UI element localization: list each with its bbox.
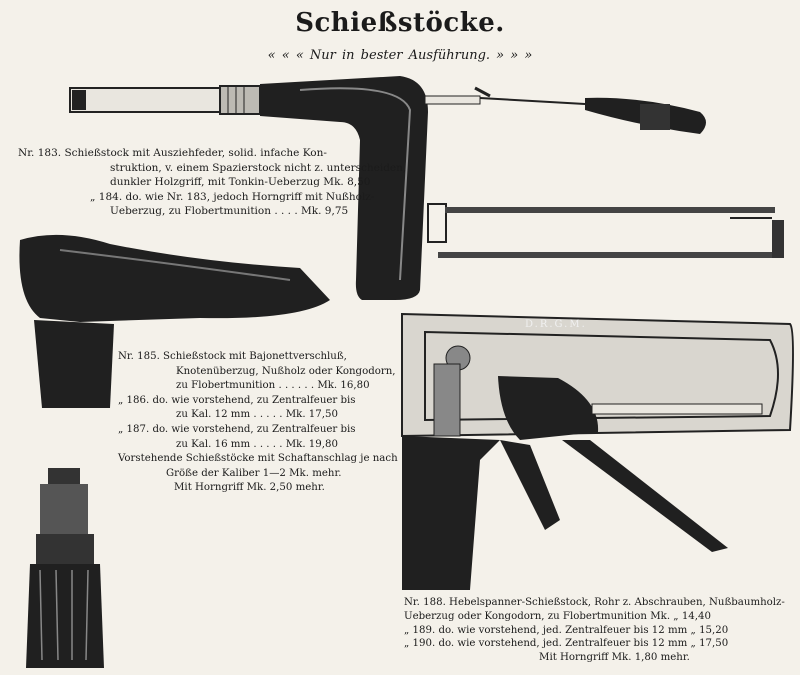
text-line: Nr. 185. Schießstock mit Bajonettverschluß, xyxy=(118,351,347,362)
text-line: zu Kal. 12 mm . . . . . Mk. 17,50 xyxy=(176,409,338,421)
muzzle-detail-illustration xyxy=(26,468,104,668)
page-title: Schießstöcke. xyxy=(295,8,505,38)
item-188-description xyxy=(404,596,785,665)
text-line: Mit Horngriff Mk. 1,80 mehr. xyxy=(539,652,690,664)
text-line: Ueberzug, zu Flobertmunition . . . . Mk. 9,75 xyxy=(110,205,349,218)
text-line: Mit Horngriff Mk. 2,50 mehr. xyxy=(174,482,325,494)
text-line: struktion, v. einem Spazierstock nicht z. unterscheiden, xyxy=(110,161,407,174)
text-line: zu Flobertmunition . . . . . . Mk. 16,80 xyxy=(176,380,370,392)
text-line: Knotenüberzug, Nußholz oder Kongodorn, xyxy=(176,365,396,377)
ramrod-illustration xyxy=(425,88,706,134)
text-line: dunkler Holzgriff, mit Tonkin-Ueberzug Mk. 8,50 xyxy=(110,176,371,189)
text-line: zu Kal. 16 mm . . . . . Mk. 19,80 xyxy=(176,438,338,450)
knotted-canes-illustration xyxy=(428,204,784,258)
item-185-description xyxy=(118,350,398,496)
text-line: Vorstehende Schießstöcke mit Schaftanschlag je nach xyxy=(118,453,398,465)
text-line: „ 190. do. wie vorstehend, jed. Zentralfeuer bis 12 mm „ 17,50 xyxy=(404,638,729,650)
drgm-stamp: D.R.G.M. xyxy=(525,319,587,330)
text-line: Größe der Kaliber 1—2 Mk. mehr. xyxy=(166,467,342,479)
item-183-description xyxy=(18,146,406,219)
lever-mechanism-illustration xyxy=(402,314,793,590)
text-line: Nr. 183. Schießstock mit Ausziehfeder, solid. infache Kon- xyxy=(18,147,327,159)
text-line: „ 184. do. wie Nr. 183, jedoch Horngriff mit Nußholz- xyxy=(90,190,375,203)
text-line: „ 189. do. wie vorstehend, jed. Zentralfeuer bis 12 mm „ 15,20 xyxy=(404,624,729,636)
text-line: „ 186. do. wie vorstehend, zu Zentralfeuer bis xyxy=(118,394,356,406)
text-line: Nr. 188. Hebelspanner-Schießstock, Rohr z. Abschrauben, Nußbaumholz- xyxy=(404,597,785,608)
text-line: „ 187. do. wie vorstehend, zu Zentralfeuer bis xyxy=(118,423,356,435)
text-line: Ueberzug oder Kongodorn, zu Flobertmunition Mk. „ 14,40 xyxy=(404,610,711,622)
page-subtitle: « « « Nur in bester Ausführung. » » » xyxy=(267,48,533,63)
